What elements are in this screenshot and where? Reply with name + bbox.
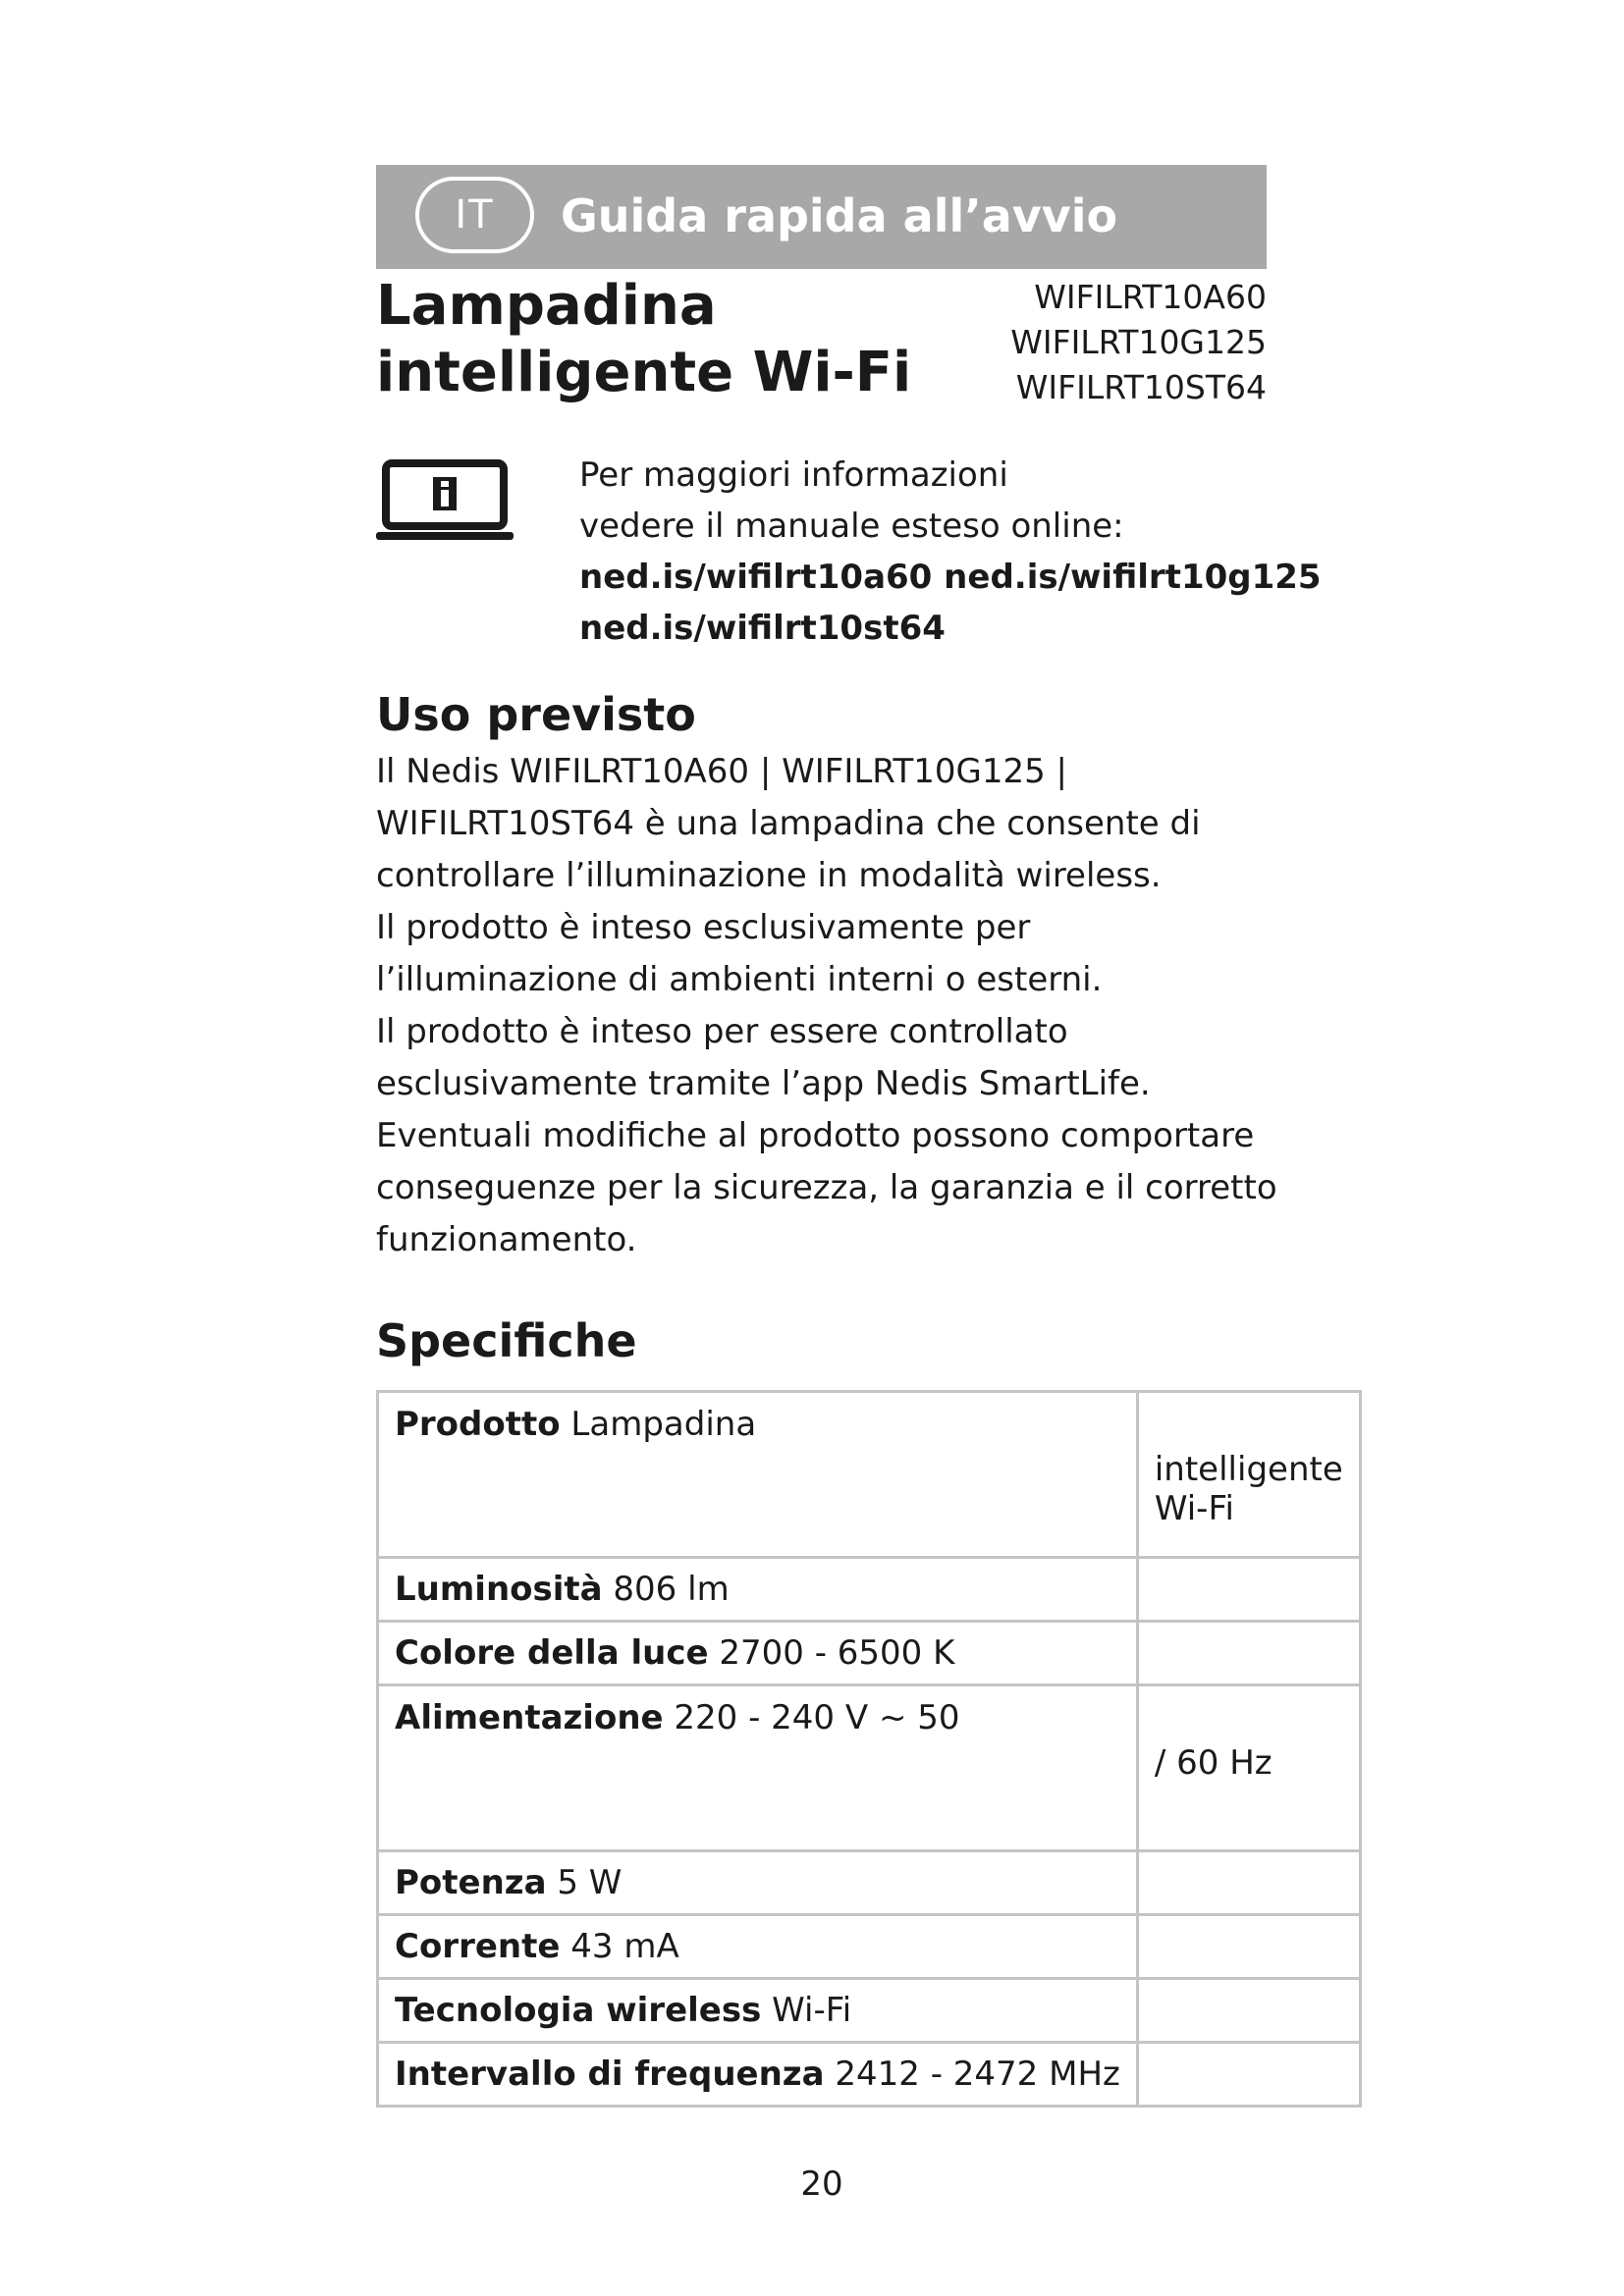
table-row	[378, 1915, 1361, 1979]
spec-cell	[378, 2043, 1138, 2107]
specs-heading: Specifiche	[376, 1314, 637, 1367]
spec-cell: intelligente Wi-Fi	[1137, 1392, 1360, 1558]
model-number: WIFILRT10ST64	[1015, 368, 1267, 406]
spec-cell	[378, 1915, 1138, 1979]
table-row	[378, 1622, 1361, 1685]
spec-cell	[378, 1851, 1138, 1915]
manual-link[interactable]: ned.is/wifilrt10st64	[579, 609, 946, 648]
table-row	[378, 1558, 1361, 1622]
info-line: Per maggiori informazioni	[579, 455, 1008, 495]
table-row	[378, 1392, 1361, 1558]
model-number: WIFILRT10G125	[1010, 323, 1267, 361]
spec-value: 2412 - 2472 MHz	[835, 2055, 1120, 2094]
spec-cell	[378, 1558, 1138, 1622]
spec-value: 43 mA	[570, 1927, 679, 1966]
info-line: vedere il manuale esteso online:	[579, 507, 1124, 546]
table-row	[378, 1685, 1361, 1851]
more-info-text	[579, 450, 1322, 654]
language-badge: IT	[415, 177, 534, 253]
spec-value: Lampadina	[570, 1405, 757, 1444]
spec-label: Prodotto	[395, 1405, 561, 1444]
model-number: WIFILRT10A60	[1034, 278, 1267, 316]
spec-label: Colore della luce	[395, 1633, 709, 1673]
spec-cell	[378, 1685, 1138, 1851]
spec-label: Intervallo di frequenza	[395, 2055, 825, 2094]
specs-table	[376, 1390, 1362, 2108]
spec-cell	[1137, 2043, 1360, 2107]
product-title-line2: intelligente Wi-Fi	[376, 341, 912, 404]
spec-cell	[1137, 1979, 1360, 2043]
manual-link[interactable]: ned.is/wifilrt10a60 ned.is/wifilrt10g125	[579, 558, 1322, 597]
paragraph: Il prodotto è inteso esclusivamente per l’illuminazione di ambienti interni o esterni.	[376, 908, 1103, 999]
spec-value: 806 lm	[613, 1570, 730, 1609]
spec-value: 220 - 240 V ~ 50	[674, 1698, 960, 1737]
table-row	[378, 1851, 1361, 1915]
model-numbers	[1010, 275, 1267, 410]
page-number: 20	[800, 2164, 843, 2204]
table-row	[378, 1979, 1361, 2043]
paragraph: Il prodotto è inteso per essere controllato esclusivamente tramite l’app Nedis SmartLife.	[376, 1012, 1151, 1103]
spec-label: Potenza	[395, 1863, 547, 1902]
spec-cell	[1137, 1622, 1360, 1685]
guide-title: Guida rapida all’avvio	[561, 189, 1118, 242]
spec-cell	[378, 1979, 1138, 2043]
spec-cell	[1137, 1851, 1360, 1915]
product-title-line1: Lampadina	[376, 274, 717, 338]
header-banner	[376, 165, 1267, 269]
spec-value: 5 W	[557, 1863, 623, 1902]
spec-label: Luminosità	[395, 1570, 603, 1609]
spec-label: Tecnologia wireless	[395, 1991, 762, 2030]
laptop-info-icon	[376, 459, 514, 544]
spec-value: Wi-Fi	[772, 1991, 852, 2030]
paragraph: Eventuali modifiche al prodotto possono comportare conseguenze per la sicurezza, la garanzia e il corretto funzionamento.	[376, 1116, 1277, 1259]
spec-cell	[1137, 1915, 1360, 1979]
spec-value: 2700 - 6500 K	[719, 1633, 955, 1673]
intended-use-heading: Uso previsto	[376, 688, 696, 741]
spec-cell	[378, 1392, 1138, 1558]
spec-cell	[1137, 1558, 1360, 1622]
spec-label: Corrente	[395, 1927, 561, 1966]
paragraph: Il Nedis WIFILRT10A60 | WIFILRT10G125 | WIFILRT10ST64 è una lampadina che consente di controllare l’illuminazione in modalità wireless.	[376, 752, 1201, 895]
spec-cell: / 60 Hz	[1137, 1685, 1360, 1851]
product-title	[376, 273, 985, 406]
intended-use-text	[376, 746, 1279, 1266]
spec-cell	[378, 1622, 1138, 1685]
table-row	[378, 2043, 1361, 2107]
spec-label: Alimentazione	[395, 1698, 664, 1737]
